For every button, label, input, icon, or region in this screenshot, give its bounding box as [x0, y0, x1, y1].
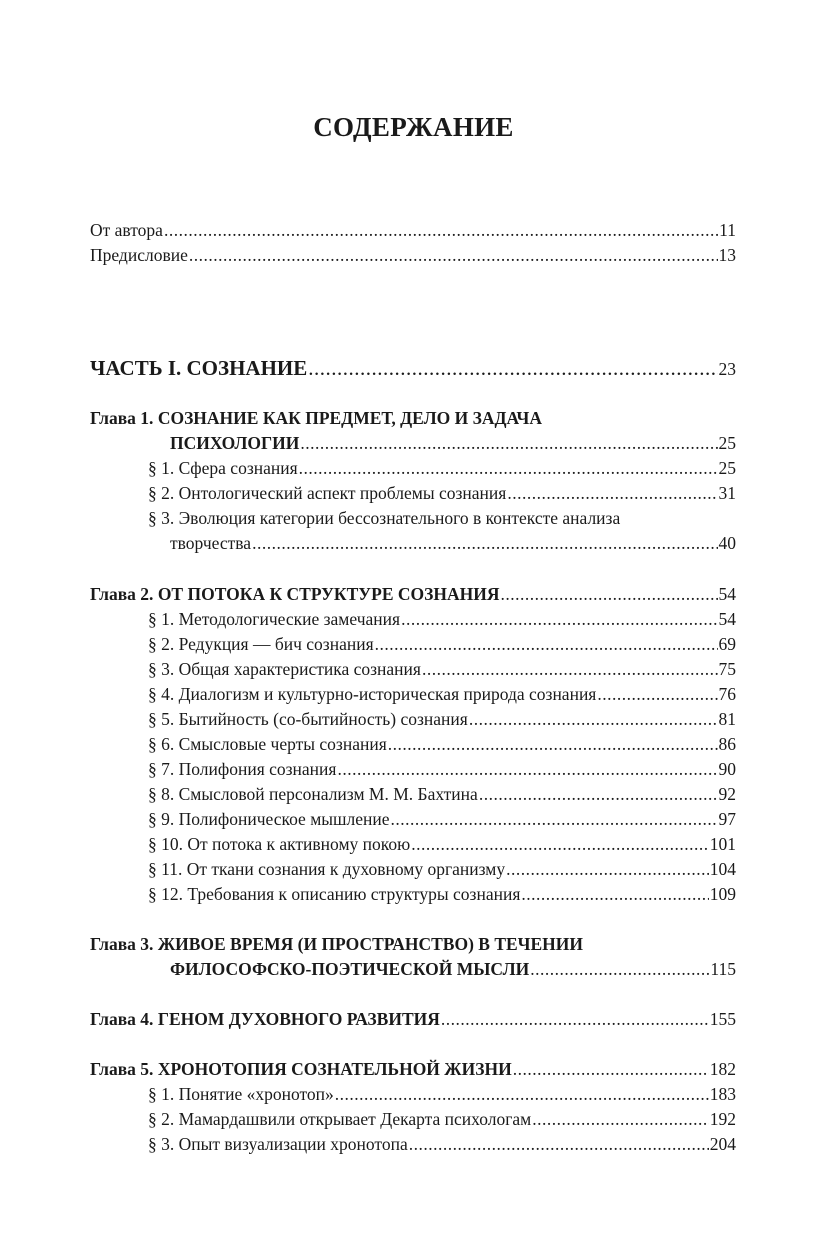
toc-entry-label: § 1. Сфера сознания	[148, 458, 298, 478]
chapter-prefix: Глава 4.	[90, 1009, 158, 1029]
dot-leader	[388, 732, 718, 757]
toc-entry-chapter-1-line1[interactable]	[90, 406, 736, 431]
toc-entry-section[interactable]	[90, 832, 736, 857]
toc-entry-label	[90, 1057, 512, 1082]
chapter-title: ЖИВОЕ ВРЕМЯ (И ПРОСТРАНСТВО) В ТЕЧЕНИИ	[157, 934, 584, 954]
toc-entry-label: § 2. Мамардашвили открывает Декарта психологам	[148, 1109, 532, 1129]
toc-entry-label: § 7. Полифония сознания	[148, 759, 337, 779]
toc-entry-section[interactable]	[90, 481, 736, 506]
chapter-prefix: Глава 3.	[90, 934, 158, 954]
toc-entry-label-cont: творчества	[170, 533, 252, 553]
toc-page-number: 76	[718, 684, 736, 704]
toc-entry-section[interactable]	[90, 1132, 736, 1157]
toc-entry-chapter-4[interactable]	[90, 1007, 736, 1032]
dot-leader	[507, 481, 717, 506]
toc-entry-label	[90, 1007, 440, 1032]
toc-page-number: 11	[719, 220, 736, 240]
dot-leader	[422, 657, 718, 682]
toc-page-number: 13	[718, 245, 736, 265]
toc-entry-author[interactable]	[90, 218, 736, 243]
dot-leader	[513, 1057, 709, 1082]
toc-page-number: 90	[718, 759, 736, 779]
dot-leader	[469, 707, 718, 732]
toc-entry-section[interactable]	[90, 782, 736, 807]
toc-page-number: 75	[718, 659, 736, 679]
toc-entry-label: ЧАСТЬ I. СОЗНАНИЕ	[90, 356, 308, 380]
toc-page-number: 109	[709, 884, 736, 904]
toc-entry-chapter-3[interactable]	[90, 957, 736, 982]
chapter-title: ГЕНОМ ДУХОВНОГО РАЗВИТИЯ	[157, 1009, 440, 1029]
dot-leader	[391, 807, 718, 832]
toc-entry-section[interactable]	[90, 531, 736, 556]
toc-entry-chapter-3-line1[interactable]	[90, 932, 736, 957]
toc-entry-section[interactable]	[90, 1107, 736, 1132]
dot-leader	[252, 531, 717, 556]
toc-entry-label: § 9. Полифоническое мышление	[148, 809, 390, 829]
chapter-1-block	[90, 406, 736, 556]
dot-leader	[189, 243, 718, 268]
toc-entry-section[interactable]	[90, 607, 736, 632]
dot-leader	[500, 582, 717, 607]
toc-entry-label: § 1. Методологические замечания	[148, 609, 401, 629]
toc-page-number: 25	[718, 458, 736, 478]
dot-leader	[335, 1082, 709, 1107]
toc-page-number: 25	[718, 433, 736, 453]
toc-entry-label: § 4. Диалогизм и культурно-историческая природа сознания	[148, 684, 597, 704]
dot-leader	[308, 353, 717, 383]
toc-page-number: 54	[718, 584, 736, 604]
toc-page-number: 101	[709, 834, 736, 854]
toc-entry-label: § 11. От ткани сознания к духовному организму	[148, 859, 506, 879]
chapter-title: СОЗНАНИЕ КАК ПРЕДМЕТ, ДЕЛО И ЗАДАЧА	[157, 408, 542, 428]
dot-leader	[409, 1132, 709, 1157]
toc-page-number: 182	[709, 1059, 736, 1079]
dot-leader	[164, 218, 718, 243]
toc-entry-section[interactable]	[90, 707, 736, 732]
toc-entry-section[interactable]	[90, 632, 736, 657]
toc-entry-label: § 10. От потока к активному покою	[148, 834, 411, 854]
chapter-2-block	[90, 582, 736, 907]
toc-entry-label: От автора	[90, 220, 163, 240]
dot-leader	[597, 682, 717, 707]
toc-entry-label: Предисловие	[90, 245, 188, 265]
toc-page-number: 31	[718, 483, 736, 503]
toc-entry-section[interactable]	[90, 757, 736, 782]
dot-leader	[532, 1107, 708, 1132]
toc-page-number: 40	[718, 533, 736, 553]
toc-page-number: 115	[710, 959, 736, 979]
toc-entry-label: § 3. Общая характеристика сознания	[148, 659, 421, 679]
toc-page-number: 155	[709, 1009, 736, 1029]
toc-entry-label: § 8. Смысловой персонализм М. М. Бахтина	[148, 784, 478, 804]
dot-leader	[337, 757, 717, 782]
toc-entry-preface[interactable]	[90, 243, 736, 268]
toc-entry-section[interactable]	[90, 807, 736, 832]
toc-page-number: 92	[718, 784, 736, 804]
toc-page-number: 183	[709, 1084, 736, 1104]
chapter-title: ОТ ПОТОКА К СТРУКТУРЕ СОЗНАНИЯ	[157, 584, 500, 604]
dot-leader	[299, 456, 718, 481]
dot-leader	[479, 782, 718, 807]
toc-page-number: 69	[718, 634, 736, 654]
toc-entry-section[interactable]	[90, 456, 736, 481]
toc-entry-part-1[interactable]	[90, 353, 736, 384]
toc-page-number: 54	[718, 609, 736, 629]
chapter-title-cont: ПСИХОЛОГИИ	[170, 433, 300, 453]
page-title: СОДЕРЖАНИЕ	[313, 112, 514, 142]
dot-leader	[401, 607, 717, 632]
dot-leader	[411, 832, 709, 857]
chapter-4-block	[90, 1007, 736, 1032]
toc-entry-section[interactable]	[90, 882, 736, 907]
dot-leader	[375, 632, 718, 657]
toc-entry-section[interactable]	[90, 857, 736, 882]
part-heading-block	[90, 353, 736, 384]
chapter-title: ХРОНОТОПИЯ СОЗНАТЕЛЬНОЙ ЖИЗНИ	[157, 1059, 512, 1079]
dot-leader	[506, 857, 709, 882]
chapter-3-block	[90, 932, 736, 982]
toc-page-number: 23	[718, 359, 736, 379]
toc-entry-section[interactable]	[90, 682, 736, 707]
toc-entry-chapter-2[interactable]	[90, 582, 736, 607]
toc-entry-label: § 5. Бытийность (со-бытийность) сознания	[148, 709, 468, 729]
toc-entry-label	[90, 582, 499, 607]
chapter-title-cont: ФИЛОСОФСКО-ПОЭТИЧЕСКОЙ МЫСЛИ	[170, 959, 530, 979]
dot-leader	[530, 957, 709, 982]
chapter-5-block	[90, 1057, 736, 1157]
toc-entry-section[interactable]	[90, 1082, 736, 1107]
chapter-prefix: Глава 5.	[90, 1059, 158, 1079]
toc-entry-label: § 12. Требования к описанию структуры сознания	[148, 884, 521, 904]
toc-entry-section[interactable]	[90, 657, 736, 682]
toc-page-number: 204	[709, 1134, 736, 1154]
toc-page-number: 97	[718, 809, 736, 829]
toc-page-number: 86	[718, 734, 736, 754]
toc-entry-label: § 6. Смысловые черты сознания	[148, 734, 387, 754]
dot-leader	[441, 1007, 709, 1032]
chapter-prefix: Глава 2.	[90, 584, 158, 604]
toc-entry-label: § 3. Опыт визуализации хронотопа	[148, 1134, 408, 1154]
toc-page-number: 81	[718, 709, 736, 729]
toc-entry-section[interactable]	[90, 732, 736, 757]
toc-entry-label: § 1. Понятие «хронотоп»	[148, 1084, 334, 1104]
front-matter-list	[90, 218, 736, 268]
toc-entry-section-line1[interactable]	[90, 506, 736, 531]
toc-entry-label: § 2. Онтологический аспект проблемы сознания	[148, 483, 507, 503]
toc-page-number: 104	[709, 859, 736, 879]
toc-entry-chapter-5[interactable]	[90, 1057, 736, 1082]
dot-leader	[521, 882, 708, 907]
toc-page-number: 192	[709, 1109, 736, 1129]
toc-entry-label: § 3. Эволюция категории бессознательного в контексте анализа	[148, 508, 621, 528]
chapter-prefix: Глава 1.	[90, 408, 158, 428]
toc-entry-label: § 2. Редукция — бич сознания	[148, 634, 374, 654]
dot-leader	[300, 431, 717, 456]
toc-entry-chapter-1[interactable]	[90, 431, 736, 456]
